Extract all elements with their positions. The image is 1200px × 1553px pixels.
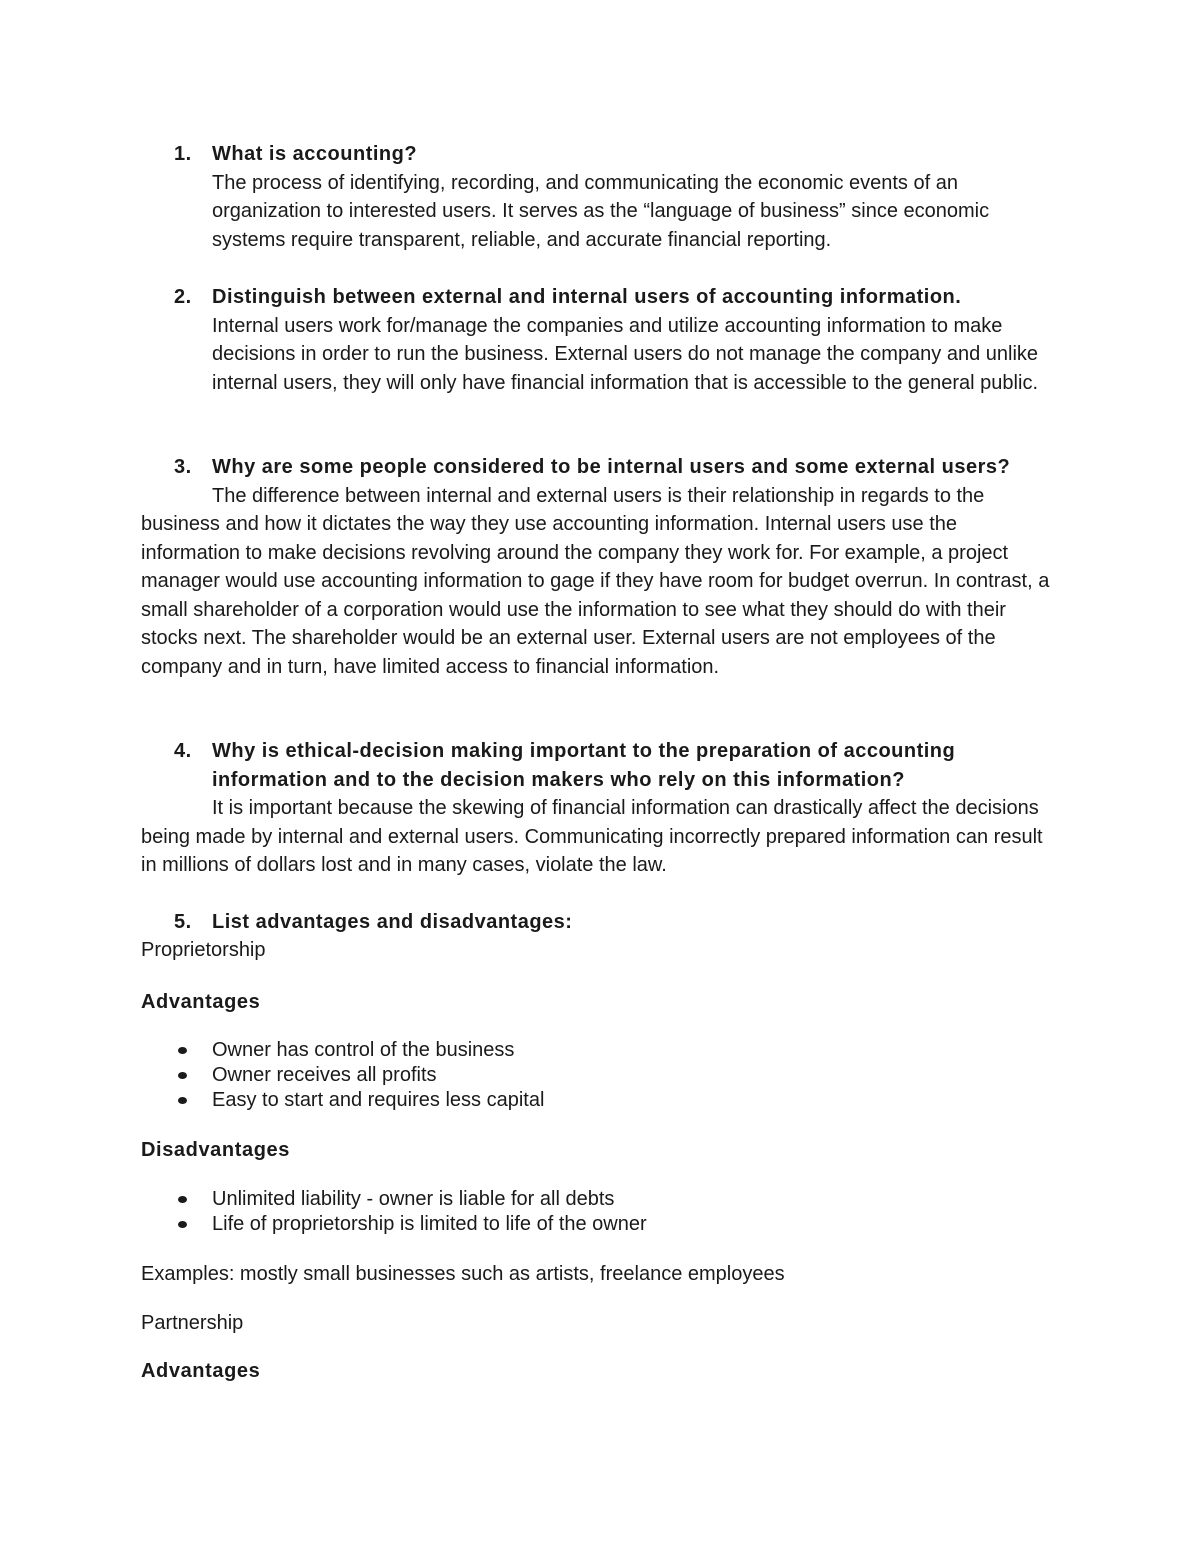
bullet-icon xyxy=(178,1072,187,1079)
proprietorship-label: Proprietorship xyxy=(141,939,266,961)
list-item: Owner receives all profits xyxy=(141,1063,544,1088)
question-3 xyxy=(141,453,1081,681)
bullet-icon xyxy=(178,1047,187,1054)
question-title: Why is ethical-decision making important to the preparation of accounting information and to the decision makers who rely on this information? xyxy=(212,740,956,791)
question-answer: Internal users work for/manage the companies and utilize accounting information to make decisions in order to run the business. External users do not manage the company and unlike internal users, they will only have financial information that is accessible to the general public. xyxy=(212,314,1039,394)
question-number: 4. xyxy=(174,740,192,762)
advantages-list xyxy=(141,1038,544,1113)
list-item: Life of proprietorship is limited to life of the owner xyxy=(141,1212,647,1237)
question-answer: The difference between internal and external users is their relationship in regards to the business and how it dictates the way they use accounting information. Internal users use the information to make decisions revolving around the company they work for. For example, a project manager would use accounting information to gage if they have room for budget overrun. In contrast, a small shareholder of a corporation would use the information to see what they should do with their stocks next. The shareholder would be an external user. External users are not employees of the company and in turn, have limited access to financial information. xyxy=(141,484,1050,678)
question-title: Distinguish between external and internal users of accounting information. xyxy=(212,286,962,308)
list-item: Easy to start and requires less capital xyxy=(141,1088,544,1113)
question-number: 5. xyxy=(174,911,192,933)
advantages-heading: Advantages xyxy=(141,991,261,1013)
bullet-icon xyxy=(178,1221,187,1228)
question-number: 3. xyxy=(174,456,192,478)
disadvantages-heading: Disadvantages xyxy=(141,1139,290,1161)
question-2 xyxy=(141,283,1081,397)
question-number: 1. xyxy=(174,143,192,165)
question-title: Why are some people considered to be internal users and some external users? xyxy=(212,456,1011,478)
partnership-label: Partnership xyxy=(141,1312,244,1334)
question-answer: It is important because the skewing of financial information can drastically affect the decisions being made by internal and external users. Communicating incorrectly prepared information can result in millions of dollars lost and in many cases, violate the law. xyxy=(141,797,1043,876)
question-5 xyxy=(141,908,1081,937)
partnership-advantages-heading: Advantages xyxy=(141,1360,261,1382)
question-answer: The process of identifying, recording, and communicating the economic events of an organization to interested users. It serves as the “language of business” since economic systems require transparent, reliable, and accurate financial reporting. xyxy=(212,171,990,251)
examples-text: Examples: mostly small businesses such as artists, freelance employees xyxy=(141,1263,785,1285)
disadvantages-list xyxy=(141,1187,647,1237)
question-1 xyxy=(141,140,1081,254)
question-title: List advantages and disadvantages: xyxy=(212,911,573,933)
question-title: What is accounting? xyxy=(212,143,418,165)
list-item: Owner has control of the business xyxy=(141,1038,544,1063)
question-number: 2. xyxy=(174,286,192,308)
bullet-icon xyxy=(178,1097,187,1104)
list-item: Unlimited liability - owner is liable for all debts xyxy=(141,1187,647,1212)
bullet-icon xyxy=(178,1196,187,1203)
question-4 xyxy=(141,737,1081,880)
